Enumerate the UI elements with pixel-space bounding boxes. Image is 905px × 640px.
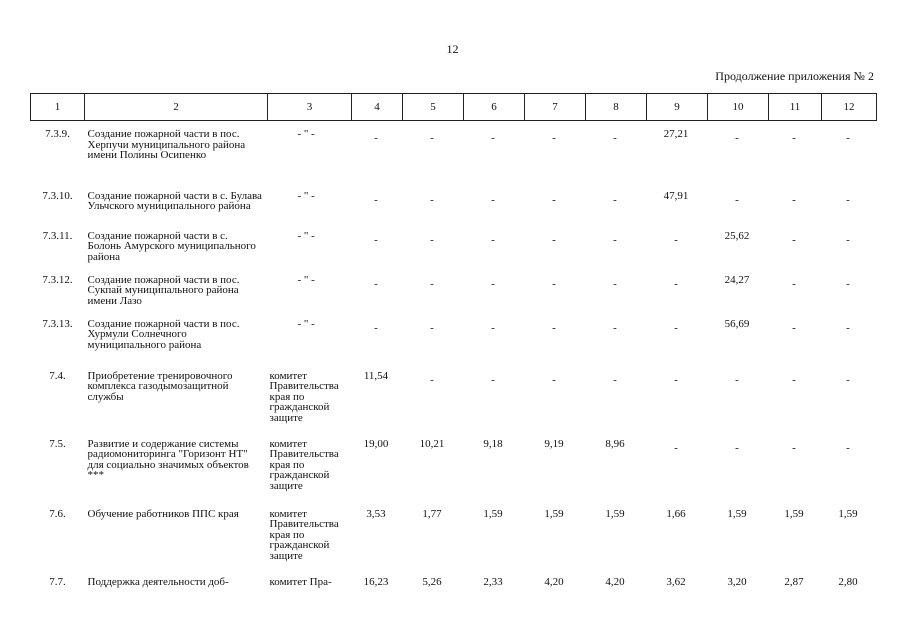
value-cell: 10,21 xyxy=(419,437,445,450)
value-cell: - xyxy=(491,193,495,206)
value-cell: - xyxy=(374,193,378,206)
value-cell: 16,23 xyxy=(363,575,389,588)
value-cell: - xyxy=(430,233,434,246)
responsible-party: - " - xyxy=(297,229,315,242)
responsible-party: - " - xyxy=(297,317,315,330)
value-cell: - xyxy=(846,441,850,454)
table-row xyxy=(31,271,877,315)
value-cell: - xyxy=(735,441,739,454)
item-number: 7.3.11. xyxy=(42,229,73,242)
value-cell: 9,18 xyxy=(483,437,503,450)
value-cell: 1,77 xyxy=(422,507,442,520)
value-cell: - xyxy=(674,373,678,386)
value-cell: 1,59 xyxy=(483,507,503,520)
table-row xyxy=(31,121,877,183)
value-cell: - xyxy=(374,132,378,144)
value-cell: - xyxy=(674,441,678,454)
column-header: 10 xyxy=(708,94,769,121)
value-cell: - xyxy=(552,321,556,334)
value-cell: - xyxy=(735,193,739,206)
value-cell: - xyxy=(613,132,617,144)
item-name: Создание пожарной части в пос. Херпучи муниципального района имени Полины Осипенко xyxy=(87,128,246,161)
value-cell: 47,91 xyxy=(663,189,689,202)
value-cell: - xyxy=(674,277,678,290)
table-body xyxy=(31,121,877,599)
value-cell: 1,59 xyxy=(838,507,858,520)
responsible-party: - " - xyxy=(297,128,315,140)
value-cell: - xyxy=(613,233,617,246)
item-number: 7.6. xyxy=(49,507,66,520)
page-number: 12 xyxy=(446,42,459,56)
table-row xyxy=(31,429,877,499)
item-number: 7.4. xyxy=(49,369,66,382)
value-cell: - xyxy=(846,233,850,246)
value-cell: - xyxy=(674,321,678,334)
table-row xyxy=(31,183,877,227)
item-number: 7.7. xyxy=(49,575,66,588)
value-cell: 3,53 xyxy=(366,507,386,520)
column-header: 9 xyxy=(647,94,708,121)
value-cell: - xyxy=(846,193,850,206)
table-row xyxy=(31,315,877,359)
value-cell: 3,62 xyxy=(666,575,686,588)
item-number: 7.3.12. xyxy=(42,273,73,286)
column-header: 2 xyxy=(85,94,268,121)
item-name: Приобретение тренировочного комплекса газодымозащитной службы xyxy=(87,369,233,403)
item-number: 7.5. xyxy=(49,437,66,450)
value-cell: 2,80 xyxy=(838,575,858,588)
column-header: 7 xyxy=(525,94,586,121)
column-header: 1 xyxy=(31,94,85,121)
value-cell: 27,21 xyxy=(663,128,689,140)
value-cell: - xyxy=(792,373,796,386)
value-cell: - xyxy=(491,233,495,246)
value-cell: - xyxy=(491,321,495,334)
value-cell: - xyxy=(552,277,556,290)
value-cell: 1,66 xyxy=(666,507,686,520)
value-cell: - xyxy=(491,373,495,386)
column-header: 4 xyxy=(352,94,403,121)
value-cell: 24,27 xyxy=(724,273,750,286)
column-header: 3 xyxy=(268,94,352,121)
value-cell: 5,26 xyxy=(422,575,442,588)
value-cell: - xyxy=(491,132,495,144)
value-cell: 9,19 xyxy=(544,437,564,450)
value-cell: - xyxy=(792,132,796,144)
value-cell: - xyxy=(374,233,378,246)
value-cell: - xyxy=(613,321,617,334)
value-cell: - xyxy=(430,193,434,206)
value-cell: 8,96 xyxy=(605,437,625,450)
responsible-party: комитет Правительства края по гражданской защите xyxy=(269,507,339,562)
responsible-party: - " - xyxy=(297,273,315,286)
item-name: Создание пожарной части в с. Булава Ульчского муниципального района xyxy=(87,189,262,212)
table-row xyxy=(31,227,877,271)
value-cell: - xyxy=(374,321,378,334)
column-header: 5 xyxy=(403,94,464,121)
column-header: 12 xyxy=(822,94,877,121)
value-cell: - xyxy=(846,132,850,144)
column-header: 11 xyxy=(769,94,822,121)
continuation-label: Продолжение приложения № 2 xyxy=(715,69,874,83)
value-cell: - xyxy=(613,373,617,386)
value-cell: - xyxy=(792,321,796,334)
value-cell: 25,62 xyxy=(724,229,750,242)
value-cell: - xyxy=(792,233,796,246)
item-number: 7.3.13. xyxy=(42,317,73,330)
value-cell: - xyxy=(674,233,678,246)
value-cell: 4,20 xyxy=(605,575,625,588)
value-cell: 4,20 xyxy=(544,575,564,588)
responsible-party: комитет Правительства края по гражданской защите xyxy=(269,369,339,424)
value-cell: - xyxy=(552,233,556,246)
value-cell: - xyxy=(792,277,796,290)
value-cell: - xyxy=(735,373,739,386)
value-cell: 19,00 xyxy=(363,437,389,450)
value-cell: 3,20 xyxy=(727,575,747,588)
value-cell: - xyxy=(430,277,434,290)
responsible-party: комитет Правительства края по гражданской защите xyxy=(269,437,339,492)
value-cell: 2,87 xyxy=(784,575,804,588)
appendix-table xyxy=(30,93,877,599)
value-cell: - xyxy=(552,132,556,144)
responsible-party: - " - xyxy=(297,189,315,202)
column-header: 8 xyxy=(586,94,647,121)
value-cell: 56,69 xyxy=(724,317,750,330)
value-cell: 2,33 xyxy=(483,575,503,588)
table-row xyxy=(31,359,877,429)
responsible-party: комитет Пра- xyxy=(269,575,332,588)
value-cell: - xyxy=(846,321,850,334)
header-row xyxy=(31,94,877,121)
value-cell: - xyxy=(552,193,556,206)
value-cell: - xyxy=(846,373,850,386)
value-cell: - xyxy=(374,277,378,290)
table-row xyxy=(31,569,877,599)
value-cell: - xyxy=(846,277,850,290)
value-cell: - xyxy=(430,132,434,144)
item-name: Создание пожарной части в пос. Сукпай муниципального района имени Лазо xyxy=(87,273,240,307)
value-cell: 11,54 xyxy=(363,369,389,382)
value-cell: - xyxy=(792,193,796,206)
value-cell: - xyxy=(552,373,556,386)
value-cell: 1,59 xyxy=(784,507,804,520)
column-header: 6 xyxy=(464,94,525,121)
value-cell: - xyxy=(491,277,495,290)
value-cell: - xyxy=(735,132,739,144)
item-name: Обучение работников ППС края xyxy=(87,507,239,520)
item-name: Создание пожарной части в с. Болонь Амурского муниципального района xyxy=(87,229,256,263)
value-cell: 1,59 xyxy=(727,507,747,520)
value-cell: - xyxy=(792,441,796,454)
value-cell: - xyxy=(613,193,617,206)
value-cell: 1,59 xyxy=(544,507,564,520)
item-number: 7.3.10. xyxy=(42,189,73,202)
value-cell: - xyxy=(430,373,434,386)
table-row xyxy=(31,499,877,569)
item-name: Развитие и содержание системы радиомониторинга "Горизонт НТ" для социально значимых объектов *** xyxy=(87,437,249,481)
item-name: Поддержка деятельности доб- xyxy=(87,575,229,588)
value-cell: - xyxy=(430,321,434,334)
item-name: Создание пожарной части в пос. Хурмули Солнечного муниципального района xyxy=(87,317,240,351)
item-number: 7.3.9. xyxy=(45,128,70,140)
value-cell: - xyxy=(613,277,617,290)
value-cell: 1,59 xyxy=(605,507,625,520)
